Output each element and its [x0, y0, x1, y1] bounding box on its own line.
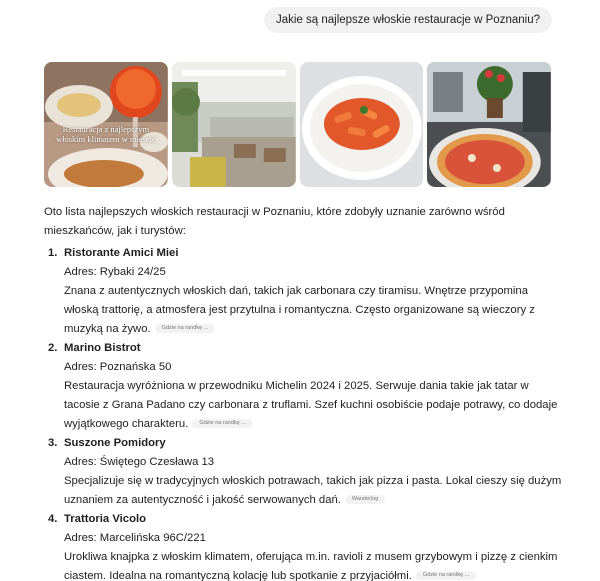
item-number: 3. [48, 437, 58, 449]
item-number: 4. [48, 513, 58, 525]
restaurant-address: Adres: Marcelińska 96C/221 [64, 532, 206, 544]
restaurant-name: Ristorante Amici Miei [64, 247, 179, 259]
list-item [44, 244, 564, 339]
image-pizza-table[interactable] [427, 62, 551, 187]
description-text: Specjalizuje się w tradycyjnych włoskich potrawach, takich jak pizza i pasta. Lokal cieszy się dużym uznaniem za autentyczność i jakość serwowanych dań. [64, 475, 562, 506]
restaurant-description [64, 377, 564, 434]
restaurant-name: Marino Bistrot [64, 342, 141, 354]
list-item [44, 434, 564, 510]
image-penne-plate[interactable] [300, 62, 424, 187]
restaurant-description [64, 472, 564, 510]
restaurant-name: Trattoria Vicolo [64, 513, 147, 525]
source-chip[interactable]: Gdzie na randkę ... [155, 324, 215, 333]
item-number: 2. [48, 342, 58, 354]
pizza-table-photo [427, 62, 551, 187]
restaurant-address: Adres: Rybaki 24/25 [64, 266, 166, 278]
restaurant-list [44, 244, 564, 581]
source-chip[interactable]: Gdzie na randkę ... [416, 571, 476, 580]
list-item [44, 339, 564, 434]
image-gallery [44, 62, 551, 187]
image-restaurant-interior[interactable] [172, 62, 296, 187]
assistant-answer [44, 203, 564, 581]
item-number: 1. [48, 247, 58, 259]
image-caption: Restauracja z najlepszym włoskim klimatem w mieście [55, 124, 156, 144]
answer-intro: Oto lista najlepszych włoskich restauracji w Poznaniu, które zdobyły uznanie zarówno wśród mieszkańców, jak i turystów: [44, 206, 505, 237]
restaurant-address: Adres: Poznańska 50 [64, 361, 172, 373]
list-item [44, 510, 564, 581]
image-pasta-wine[interactable] [44, 62, 168, 187]
restaurant-address: Adres: Świętego Czesława 13 [64, 456, 215, 468]
restaurant-interior-photo [172, 62, 296, 187]
restaurant-description [64, 282, 564, 339]
restaurant-description [64, 548, 564, 581]
source-chip[interactable]: Gdzie na randkę ... [192, 419, 252, 428]
penne-plate-photo [300, 62, 424, 187]
restaurant-name: Suszone Pomidory [64, 437, 166, 449]
user-message-bubble: Jakie są najlepsze włoskie restauracje w Poznaniu? [264, 7, 552, 33]
description-text: Urokliwa knajpka z włoskim klimatem, oferująca m.in. ravioli z musem grzybowym i pizzę z cienkim ciastem. Idealna na romantyczną kolację lub spotkanie z przyjaciółmi. [64, 551, 558, 581]
description-text: Znana z autentycznych włoskich dań, takich jak carbonara czy tiramisu. Wnętrze przypomina włoską trattorię, a atmosfera jest przytulna i romantyczna. Często organizowane są wieczory z muzyką na żywo. [64, 285, 535, 335]
source-chip[interactable]: Wanderlog [345, 495, 385, 504]
description-text: Restauracja wyróżniona w przewodniku Michelin 2024 i 2025. Serwuje dania takie jak tatar w tacosie z Grana Padano czy carbonara z truflami. Szef kuchni osobiście podaje potrawy, co dodaje wyjątkowego charakteru. [64, 380, 558, 430]
